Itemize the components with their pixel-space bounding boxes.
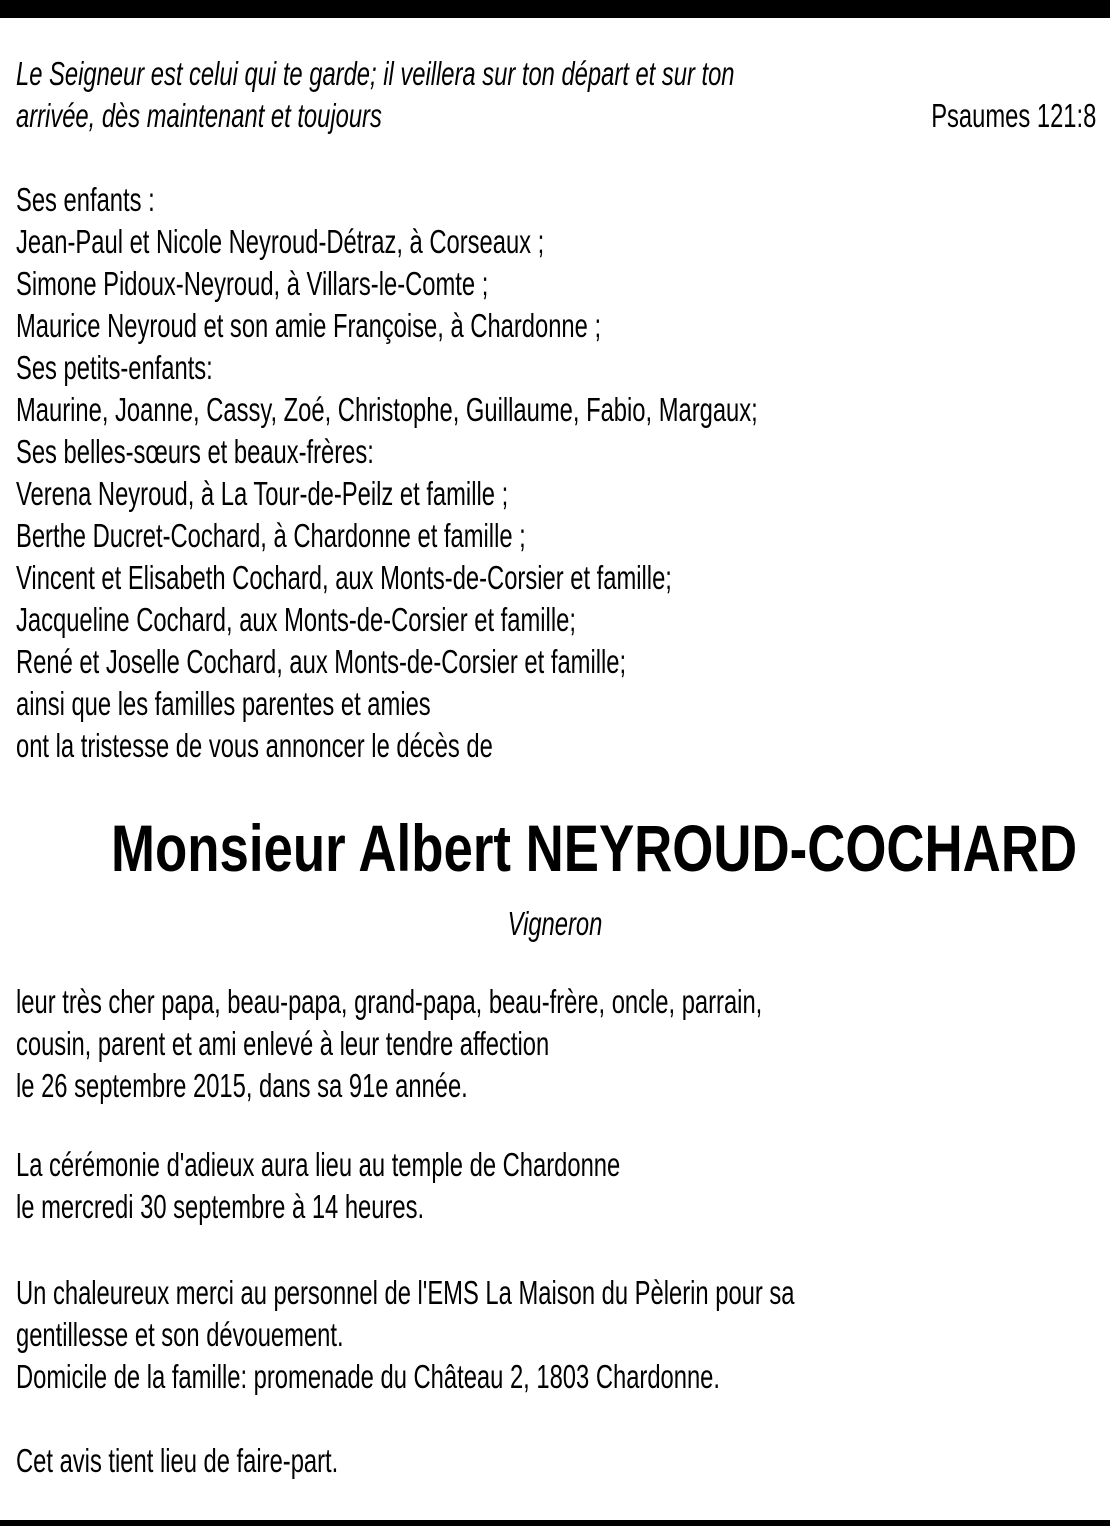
family-line: Ses petits-enfants: <box>16 349 213 386</box>
bottom-border <box>0 1520 1110 1526</box>
closing-note: Cet avis tient lieu de faire-part. <box>16 1442 339 1479</box>
family-line: Vincent et Elisabeth Cochard, aux Monts-de-Corsier et famille; <box>16 559 672 596</box>
thanks-line: Un chaleureux merci au personnel de l'EMS La Maison du Pèlerin pour sa <box>16 1274 795 1311</box>
family-line: Jean-Paul et Nicole Neyroud-Détraz, à Corseaux ; <box>16 223 545 260</box>
tribute-line: leur très cher papa, beau-papa, grand-papa, beau-frère, oncle, parrain, <box>16 983 763 1020</box>
family-line: ainsi que les familles parentes et amies <box>16 685 431 722</box>
tribute-line: cousin, parent et ami enlevé à leur tendre affection <box>16 1025 550 1062</box>
thanks-line: gentillesse et son dévouement. <box>16 1316 344 1353</box>
family-line: Verena Neyroud, à La Tour-de-Peilz et famille ; <box>16 475 509 512</box>
thanks-line: Domicile de la famille: promenade du Château 2, 1803 Chardonne. <box>16 1358 721 1395</box>
family-line: Maurice Neyroud et son amie Françoise, à Chardonne ; <box>16 307 602 344</box>
ceremony-line: le mercredi 30 septembre à 14 heures. <box>16 1188 425 1225</box>
family-line: Berthe Ducret-Cochard, à Chardonne et famille ; <box>16 517 526 554</box>
family-line: Simone Pidoux-Neyroud, à Villars-le-Comte ; <box>16 265 489 302</box>
deceased-name: Monsieur Albert NEYROUD-COCHARD <box>111 811 1078 885</box>
family-line: Maurine, Joanne, Cassy, Zoé, Christophe, Guillaume, Fabio, Margaux; <box>16 391 758 428</box>
family-line: ont la tristesse de vous annoncer le décès de <box>16 727 493 764</box>
verse-line-1: Le Seigneur est celui qui te garde; il veillera sur ton départ et sur ton <box>16 55 735 92</box>
deceased-profession: Vigneron <box>507 905 603 942</box>
verse-reference: Psaumes 121:8 <box>930 97 1096 134</box>
verse-line-2: arrivée, dès maintenant et toujours <box>16 97 382 134</box>
ceremony-line: La cérémonie d'adieux aura lieu au temple de Chardonne <box>16 1146 621 1183</box>
family-line: Jacqueline Cochard, aux Monts-de-Corsier et famille; <box>16 601 576 638</box>
family-line: Ses enfants : <box>16 181 155 218</box>
top-border <box>0 0 1110 18</box>
family-line: Ses belles-sœurs et beaux-frères: <box>16 433 374 470</box>
family-line: René et Joselle Cochard, aux Monts-de-Corsier et famille; <box>16 643 627 680</box>
tribute-line: le 26 septembre 2015, dans sa 91e année. <box>16 1067 468 1104</box>
